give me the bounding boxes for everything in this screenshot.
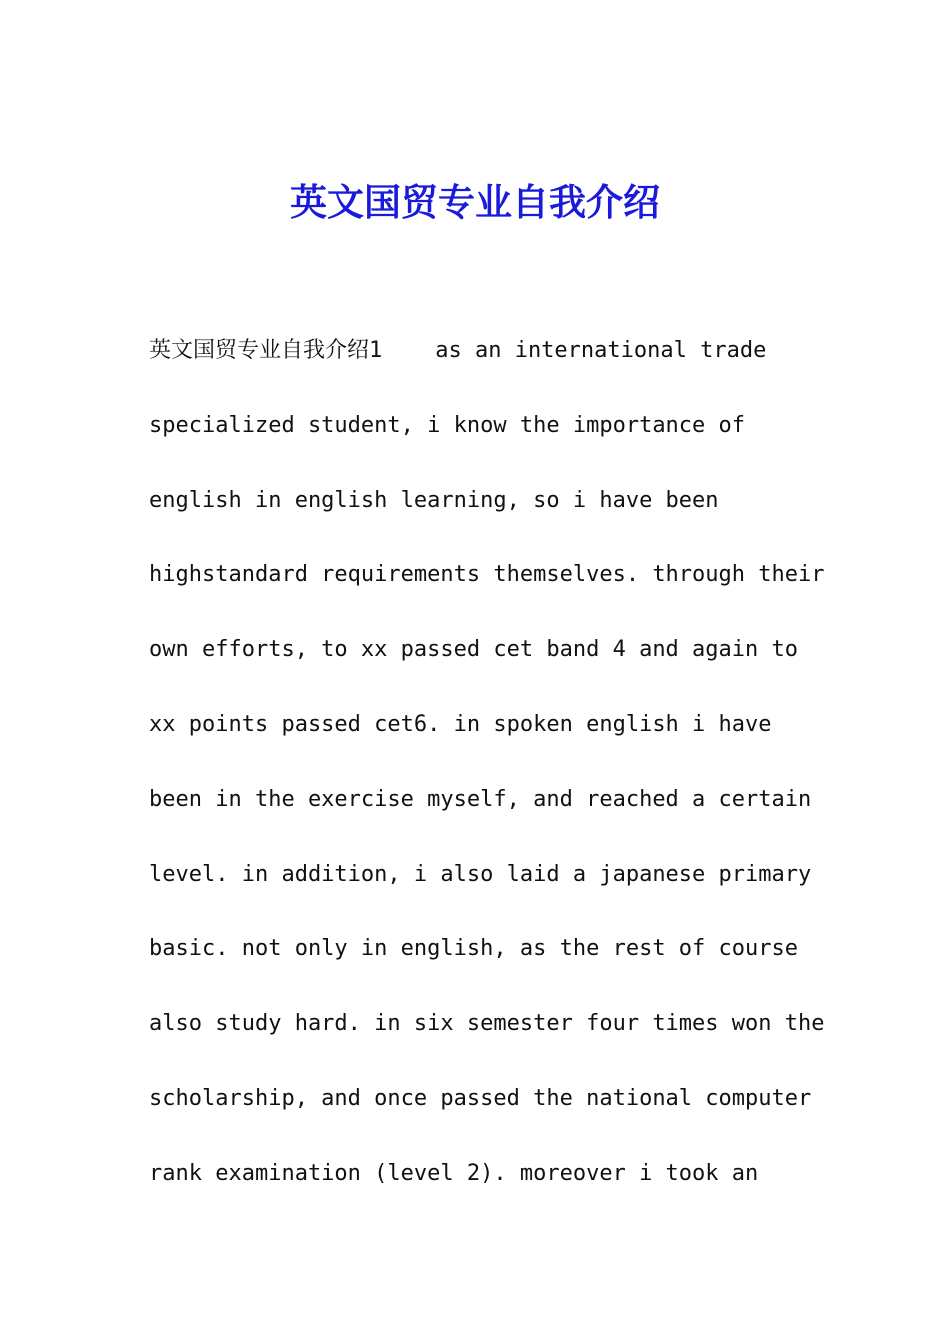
body-line: scholarship, and once passed the national computer bbox=[149, 1085, 812, 1111]
body-line: rank examination (level 2). moreover i took an bbox=[149, 1160, 759, 1186]
body-line: specialized student, i know the importance of bbox=[149, 412, 746, 438]
body-line: also study hard. in six semester four times won the bbox=[149, 1011, 825, 1037]
body-line: level. in addition, i also laid a japanese primary bbox=[149, 861, 812, 887]
body-line: 英文国贸专业自我介绍1 as an international trade bbox=[149, 338, 767, 363]
body-line: been in the exercise myself, and reached a certain bbox=[149, 786, 812, 812]
body-line: highstandard requirements themselves. through their bbox=[149, 562, 825, 588]
body-line: basic. not only in english, as the rest of course bbox=[149, 936, 799, 962]
document-title: 英文国贸专业自我介绍 bbox=[290, 180, 660, 224]
body-line: own efforts, to xx passed cet band 4 and again to bbox=[149, 637, 799, 663]
document-body bbox=[149, 332, 829, 1230]
body-line: xx points passed cet6. in spoken english i have bbox=[149, 711, 772, 737]
body-line: english in english learning, so i have been bbox=[149, 487, 719, 513]
